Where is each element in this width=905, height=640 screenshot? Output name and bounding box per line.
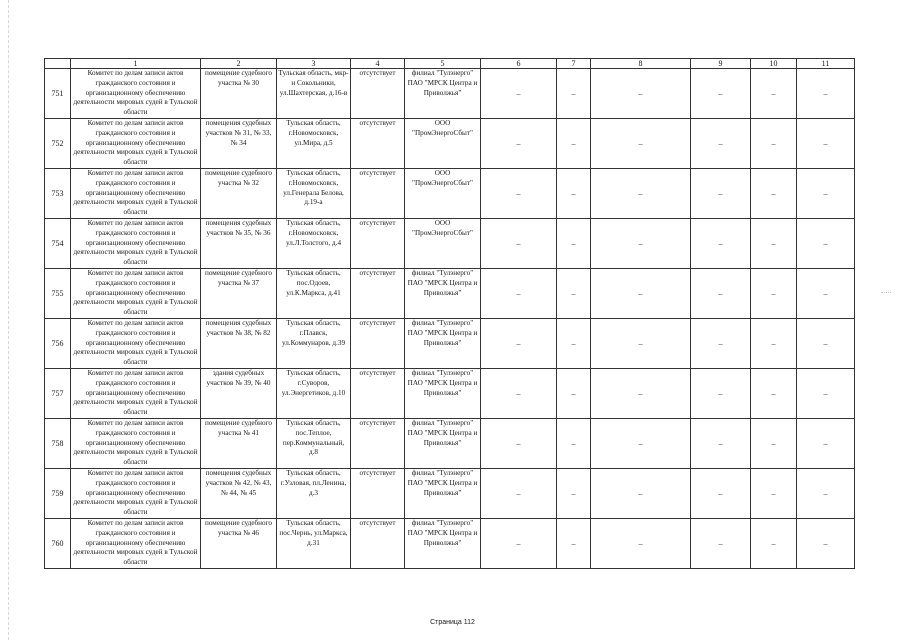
empty-value-cell: – (557, 319, 591, 369)
column-header-6: 6 (481, 59, 557, 69)
owner-cell: Комитет по делам записи актов гражданского состояния и организационному обеспечению деятельности мировых судей в Тульской области (71, 119, 201, 169)
empty-value-cell: – (751, 519, 797, 569)
column-header-2: 2 (201, 59, 277, 69)
organization-cell: филиал "Тулэнерго" ПАО "МРСК Центра и Приволжья" (405, 69, 481, 119)
address-cell: Тульская область, г.Плавск, ул.Коммунаров, д.39 (277, 319, 351, 369)
empty-value-cell: – (557, 369, 591, 419)
empty-value-cell: – (557, 519, 591, 569)
empty-value-cell: – (751, 219, 797, 269)
empty-value-cell: – (797, 219, 855, 269)
encumbrance-cell: отсутствует (351, 119, 405, 169)
object-cell: помещение судебного участка № 41 (201, 419, 277, 469)
column-header-3: 3 (277, 59, 351, 69)
empty-value-cell: – (557, 269, 591, 319)
empty-value-cell: – (797, 269, 855, 319)
empty-value-cell: – (591, 419, 691, 469)
empty-value-cell: – (797, 119, 855, 169)
organization-cell: ООО "ПромЭнергоСбыт" (405, 119, 481, 169)
table-row (45, 519, 855, 569)
owner-cell: Комитет по делам записи актов гражданского состояния и организационному обеспечению деятельности мировых судей в Тульской области (71, 169, 201, 219)
empty-value-cell: – (481, 219, 557, 269)
empty-value-cell: – (797, 519, 855, 569)
object-cell: помещения судебных участков № 35, № 36 (201, 219, 277, 269)
empty-value-cell: – (797, 469, 855, 519)
empty-value-cell: – (691, 469, 751, 519)
empty-value-cell: – (591, 519, 691, 569)
empty-value-cell: – (591, 369, 691, 419)
organization-cell: филиал "Тулэнерго" ПАО "МРСК Центра и Приволжья" (405, 469, 481, 519)
empty-value-cell: – (691, 269, 751, 319)
organization-cell: ООО "ПромЭнергоСбыт" (405, 169, 481, 219)
empty-value-cell: – (591, 269, 691, 319)
address-cell: Тульская область, г.Новомосковск, ул.Мира, д.5 (277, 119, 351, 169)
empty-value-cell: – (797, 69, 855, 119)
object-cell: помещение судебного участка № 37 (201, 269, 277, 319)
register-body (45, 69, 855, 569)
empty-value-cell: – (691, 69, 751, 119)
organization-cell: филиал "Тулэнерго" ПАО "МРСК Центра и Приволжья" (405, 369, 481, 419)
organization-cell: филиал "Тулэнерго" ПАО "МРСК Центра и Приволжья" (405, 519, 481, 569)
page-number: Страница 112 (430, 619, 475, 626)
encumbrance-cell: отсутствует (351, 469, 405, 519)
empty-value-cell: – (481, 319, 557, 369)
address-cell: Тульская область, г.Узловая, пл.Ленина, д.3 (277, 469, 351, 519)
table-row (45, 319, 855, 369)
table-row (45, 269, 855, 319)
object-cell: помещение судебного участка № 32 (201, 169, 277, 219)
empty-value-cell: – (557, 419, 591, 469)
row-number: 752 (45, 119, 71, 169)
row-number: 758 (45, 419, 71, 469)
empty-value-cell: – (557, 469, 591, 519)
object-cell: помещение судебного участка № 46 (201, 519, 277, 569)
encumbrance-cell: отсутствует (351, 69, 405, 119)
address-cell: Тульская область, пос.Чернь, ул.Маркса, д.31 (277, 519, 351, 569)
empty-value-cell: – (751, 469, 797, 519)
empty-value-cell: – (691, 219, 751, 269)
encumbrance-cell: отсутствует (351, 219, 405, 269)
empty-value-cell: – (751, 169, 797, 219)
object-cell: помещения судебных участков № 31, № 33, № 34 (201, 119, 277, 169)
address-cell: Тульская область, пос.Теплое, пер.Коммунальный, д.8 (277, 419, 351, 469)
owner-cell: Комитет по делам записи актов гражданского состояния и организационному обеспечению деятельности мировых судей в Тульской области (71, 69, 201, 119)
empty-value-cell: – (797, 319, 855, 369)
empty-value-cell: – (691, 169, 751, 219)
column-header-blank (45, 59, 71, 69)
property-register-table (44, 58, 855, 569)
encumbrance-cell: отсутствует (351, 419, 405, 469)
column-header-11: 11 (797, 59, 855, 69)
empty-value-cell: – (557, 69, 591, 119)
column-number-row (45, 59, 855, 69)
empty-value-cell: – (557, 169, 591, 219)
encumbrance-cell: отсутствует (351, 369, 405, 419)
table-row (45, 419, 855, 469)
table-row (45, 219, 855, 269)
table-row (45, 69, 855, 119)
row-number: 751 (45, 69, 71, 119)
object-cell: помещения судебных участков № 42, № 43, № 44, № 45 (201, 469, 277, 519)
empty-value-cell: – (751, 119, 797, 169)
address-cell: Тульская область, г.Новомосковск, ул.Генерала Белова, д.19-а (277, 169, 351, 219)
encumbrance-cell: отсутствует (351, 269, 405, 319)
organization-cell: филиал "Тулэнерго" ПАО "МРСК Центра и Приволжья" (405, 419, 481, 469)
empty-value-cell: – (691, 369, 751, 419)
encumbrance-cell: отсутствует (351, 319, 405, 369)
object-cell: помещения судебных участков № 38, № 82 (201, 319, 277, 369)
row-number: 759 (45, 469, 71, 519)
empty-value-cell: – (481, 69, 557, 119)
empty-value-cell: – (591, 219, 691, 269)
address-cell: Тульская область, г.Суворов, ул.Энергетиков, д.10 (277, 369, 351, 419)
object-cell: помещение судебного участка № 30 (201, 69, 277, 119)
empty-value-cell: – (691, 519, 751, 569)
table-row (45, 169, 855, 219)
row-number: 753 (45, 169, 71, 219)
organization-cell: филиал "Тулэнерго" ПАО "МРСК Центра и Приволжья" (405, 269, 481, 319)
row-number: 754 (45, 219, 71, 269)
empty-value-cell: – (591, 469, 691, 519)
organization-cell: филиал "Тулэнерго" ПАО "МРСК Центра и Приволжья" (405, 319, 481, 369)
scan-margin-mark (881, 292, 891, 293)
column-header-9: 9 (691, 59, 751, 69)
column-header-7: 7 (557, 59, 591, 69)
empty-value-cell: – (481, 519, 557, 569)
empty-value-cell: – (481, 269, 557, 319)
object-cell: здания судебных участков № 39, № 40 (201, 369, 277, 419)
empty-value-cell: – (481, 169, 557, 219)
empty-value-cell: – (751, 319, 797, 369)
address-cell: Тульская область, пос.Одоев, ул.К.Маркса, д.41 (277, 269, 351, 319)
owner-cell: Комитет по делам записи актов гражданского состояния и организационному обеспечению деятельности мировых судей в Тульской области (71, 319, 201, 369)
empty-value-cell: – (797, 419, 855, 469)
empty-value-cell: – (691, 319, 751, 369)
owner-cell: Комитет по делам записи актов гражданского состояния и организационному обеспечению деятельности мировых судей в Тульской области (71, 469, 201, 519)
encumbrance-cell: отсутствует (351, 169, 405, 219)
empty-value-cell: – (751, 369, 797, 419)
empty-value-cell: – (557, 119, 591, 169)
scan-edge-artifact (8, 0, 10, 640)
column-header-4: 4 (351, 59, 405, 69)
row-number: 756 (45, 319, 71, 369)
empty-value-cell: – (481, 469, 557, 519)
owner-cell: Комитет по делам записи актов гражданского состояния и организационному обеспечению деятельности мировых судей в Тульской области (71, 219, 201, 269)
empty-value-cell: – (751, 69, 797, 119)
empty-value-cell: – (591, 169, 691, 219)
column-header-8: 8 (591, 59, 691, 69)
empty-value-cell: – (797, 369, 855, 419)
row-number: 760 (45, 519, 71, 569)
organization-cell: ООО "ПромЭнергоСбыт" (405, 219, 481, 269)
table-row (45, 119, 855, 169)
address-cell: Тульская область, мкр-н Сокольники, ул.Шахтерская, д.16-в (277, 69, 351, 119)
column-header-5: 5 (405, 59, 481, 69)
owner-cell: Комитет по делам записи актов гражданского состояния и организационному обеспечению деятельности мировых судей в Тульской области (71, 519, 201, 569)
owner-cell: Комитет по делам записи актов гражданского состояния и организационному обеспечению деятельности мировых судей в Тульской области (71, 369, 201, 419)
empty-value-cell: – (691, 119, 751, 169)
empty-value-cell: – (751, 269, 797, 319)
empty-value-cell: – (691, 419, 751, 469)
empty-value-cell: – (591, 119, 691, 169)
table-row (45, 469, 855, 519)
table-row (45, 369, 855, 419)
empty-value-cell: – (481, 369, 557, 419)
empty-value-cell: – (751, 419, 797, 469)
address-cell: Тульская область, г.Новомосковск, ул.Л.Толстого, д.4 (277, 219, 351, 269)
column-header-10: 10 (751, 59, 797, 69)
column-header-1: 1 (71, 59, 201, 69)
owner-cell: Комитет по делам записи актов гражданского состояния и организационному обеспечению деятельности мировых судей в Тульской области (71, 269, 201, 319)
row-number: 755 (45, 269, 71, 319)
owner-cell: Комитет по делам записи актов гражданского состояния и организационному обеспечению деятельности мировых судей в Тульской области (71, 419, 201, 469)
empty-value-cell: – (481, 419, 557, 469)
row-number: 757 (45, 369, 71, 419)
empty-value-cell: – (797, 169, 855, 219)
empty-value-cell: – (557, 219, 591, 269)
empty-value-cell: – (591, 319, 691, 369)
empty-value-cell: – (481, 119, 557, 169)
empty-value-cell: – (591, 69, 691, 119)
encumbrance-cell: отсутствует (351, 519, 405, 569)
